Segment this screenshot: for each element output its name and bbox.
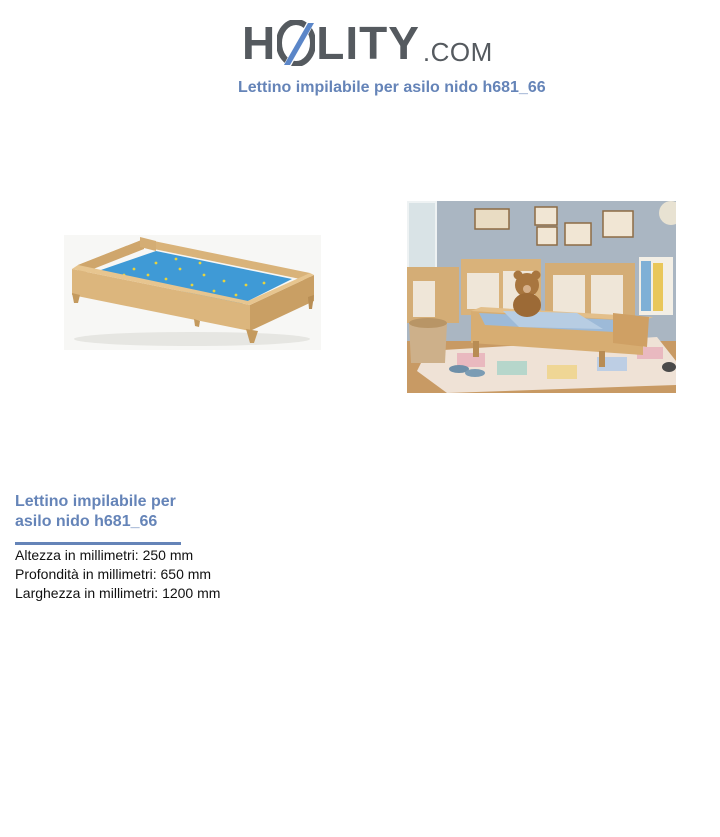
spec-width — [15, 584, 220, 603]
logo-o-mark-icon — [277, 20, 315, 66]
nursery-room-bed-photo — [407, 201, 676, 393]
spec-height — [15, 546, 220, 565]
spec-height-label: Altezza in millimetri: — [15, 547, 139, 563]
spec-height-value: 250 mm — [142, 547, 194, 563]
spec-width-value: 1200 mm — [162, 585, 221, 601]
brand-logo[interactable] — [242, 12, 493, 69]
stackable-toddler-bed-photo — [64, 235, 321, 350]
spec-depth-label: Profondità in millimetri: — [15, 566, 157, 582]
logo-domain-suffix: .COM — [422, 37, 493, 67]
spec-width-label: Larghezza in millimetri: — [15, 585, 159, 601]
product-specs-list — [15, 546, 220, 603]
logo-letters-after: LITY — [316, 17, 420, 69]
spec-depth — [15, 565, 220, 584]
title-underline — [15, 542, 181, 545]
logo-letters-before: H — [242, 17, 277, 69]
spec-depth-value: 650 mm — [160, 566, 212, 582]
page-title: Lettino impilabile per asilo nido h681_66 — [238, 79, 546, 96]
product-name: Lettino impilabile per asilo nido h681_66 — [15, 493, 176, 530]
